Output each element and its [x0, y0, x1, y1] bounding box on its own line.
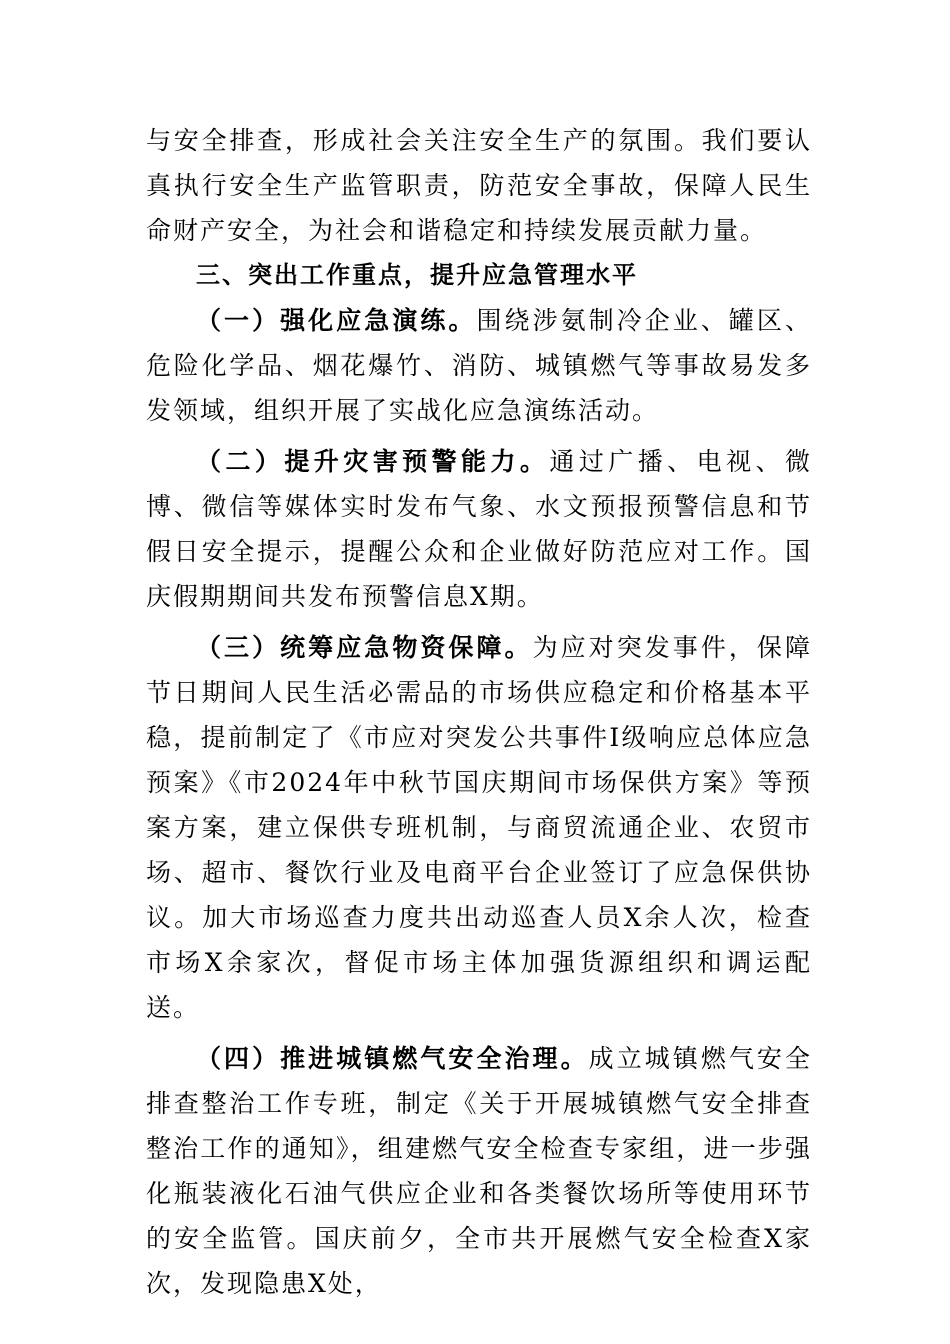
item-body-2: 通过广播、电视、微博、微信等媒体实时发布气象、水文预报预警信息和节假日安全提示，提醒公众和企业做好防范应对工作。国庆假期期间共发布预警信息X期。 — [146, 447, 812, 611]
item-lead-3: （三）统筹应急物资保障。 — [196, 633, 533, 662]
item-body-1: 围绕涉氨制冷企业、罐区、危险化学品、烟花爆竹、消防、城镇燃气等事故易发多发领域，组织开展了实战化应急演练活动。 — [146, 306, 812, 425]
item-paragraph-3 — [146, 625, 812, 1030]
item-body-4: 成立城镇燃气安全排查整治工作专班，制定《关于开展城镇燃气安全排查整治工作的通知》，组建燃气安全检查专家组，进一步强化瓶装液化石油气供应企业和各类餐饮场所等使用环节的安全监管。国庆前夕，全市共开展燃气安全检查X家次，发现隐患X处， — [146, 1044, 812, 1298]
item-paragraph-4 — [146, 1036, 812, 1306]
item-paragraph-2 — [146, 439, 812, 619]
document-page — [146, 118, 812, 1306]
item-body-3: 为应对突发事件，保障节日期间人民生活必需品的市场供应稳定和价格基本平稳，提前制定了《市应对突发公共事件I级响应总体应急预案》《市2024年中秋节国庆期间市场保供方案》等预案方案，建立保供专班机制，与商贸流通企业、农贸市场、超市、餐饮行业及电商平台企业签订了应急保供协议。加大市场巡查力度共出动巡查人员X余人次，检查市场X余家次，督促市场主体加强货源组织和调运配送。 — [146, 633, 812, 1022]
item-lead-1: （一）强化应急演练。 — [196, 306, 477, 335]
continuation-paragraph: 与安全排查，形成社会关注安全生产的氛围。我们要认真执行安全生产监管职责，防范安全事故，保障人民生命财产安全，为社会和谐稳定和持续发展贡献力量。 — [146, 126, 812, 245]
item-paragraph-1 — [146, 298, 812, 433]
section-heading: 三、突出工作重点，提升应急管理水平 — [196, 261, 638, 289]
item-lead-2: （二）提升灾害预警能力。 — [196, 447, 550, 476]
item-lead-4: （四）推进城镇燃气安全治理。 — [196, 1044, 589, 1073]
